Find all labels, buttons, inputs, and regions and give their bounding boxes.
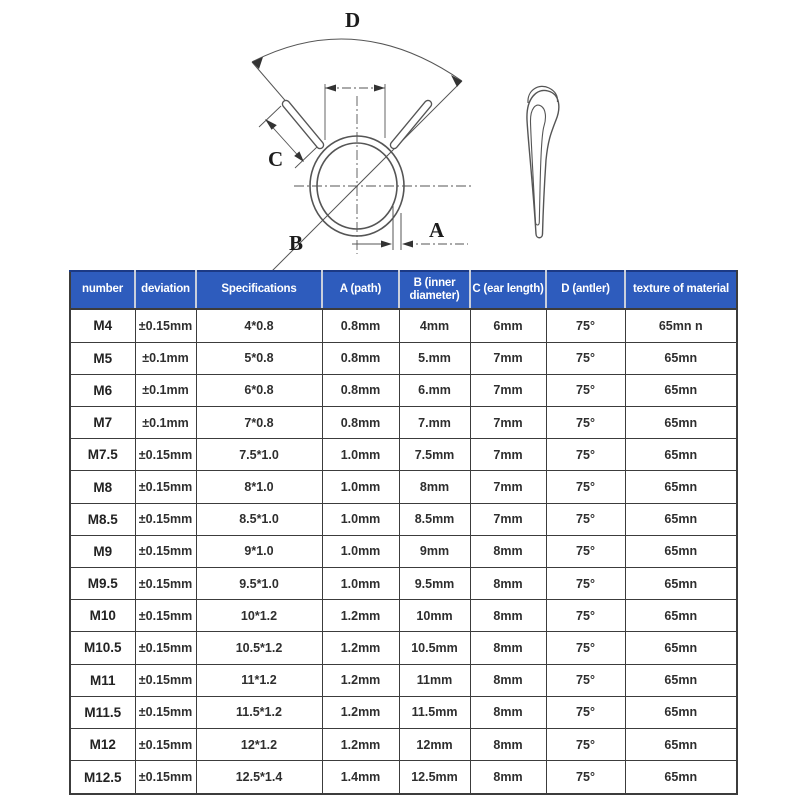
table-cell: 7*0.8 <box>196 407 322 439</box>
label-b: B <box>289 231 304 255</box>
table-cell: 75° <box>546 696 625 728</box>
table-cell: ±0.15mm <box>135 600 196 632</box>
table-cell: 8.5*1.0 <box>196 503 322 535</box>
table-cell: 8mm <box>399 471 470 503</box>
table-row <box>70 439 737 471</box>
table-cell: 7mm <box>470 503 546 535</box>
table-cell: 1.0mm <box>322 568 399 600</box>
table-cell: ±0.15mm <box>135 471 196 503</box>
table-cell: 8mm <box>470 568 546 600</box>
table-cell: 6mm <box>470 309 546 342</box>
table-cell: 1.2mm <box>322 728 399 760</box>
table-cell: 9.5*1.0 <box>196 568 322 600</box>
table-cell: 7mm <box>470 374 546 406</box>
table-cell: 11mm <box>399 664 470 696</box>
table-cell: 75° <box>546 342 625 374</box>
table-row <box>70 632 737 664</box>
table-cell: 75° <box>546 374 625 406</box>
table-cell: 7.5*1.0 <box>196 439 322 471</box>
table-cell: 0.8mm <box>322 374 399 406</box>
table-cell: 11.5mm <box>399 696 470 728</box>
table-cell: 65mn <box>625 600 737 632</box>
table-cell: 65mn n <box>625 309 737 342</box>
table-cell: M4 <box>70 309 135 342</box>
specifications-table <box>69 270 738 795</box>
table-cell: 75° <box>546 664 625 696</box>
table-row <box>70 761 737 794</box>
table-cell: 4mm <box>399 309 470 342</box>
table-row <box>70 471 737 503</box>
table-cell: 75° <box>546 761 625 794</box>
table-cell: M8 <box>70 471 135 503</box>
c-arrow-top <box>265 119 277 130</box>
table-cell: 75° <box>546 568 625 600</box>
right-ear-fill <box>394 104 428 145</box>
table-cell: M6 <box>70 374 135 406</box>
table-cell: 75° <box>546 728 625 760</box>
table-cell: 1.0mm <box>322 471 399 503</box>
table-cell: 7mm <box>470 407 546 439</box>
clip-side-view <box>527 86 559 237</box>
table-cell: 75° <box>546 407 625 439</box>
clamp-technical-drawing <box>0 0 800 272</box>
table-cell: ±0.15mm <box>135 503 196 535</box>
a-arrow-right <box>402 241 413 248</box>
table-row <box>70 535 737 567</box>
table-cell: M12.5 <box>70 761 135 794</box>
table-cell: M8.5 <box>70 503 135 535</box>
table-cell: ±0.15mm <box>135 568 196 600</box>
table-cell: 10.5mm <box>399 632 470 664</box>
table-cell: M10.5 <box>70 632 135 664</box>
table-cell: 7mm <box>470 439 546 471</box>
table-cell: 8mm <box>470 664 546 696</box>
table-cell: 8*1.0 <box>196 471 322 503</box>
table-cell: 0.8mm <box>322 342 399 374</box>
table-cell: 65mn <box>625 728 737 760</box>
diameter-b-line <box>253 81 462 272</box>
table-cell: 65mn <box>625 503 737 535</box>
table-cell: 7.mm <box>399 407 470 439</box>
table-cell: M5 <box>70 342 135 374</box>
table-cell: 75° <box>546 600 625 632</box>
table-cell: 6*0.8 <box>196 374 322 406</box>
table-cell: 11.5*1.2 <box>196 696 322 728</box>
a-arrow-left <box>381 241 392 248</box>
column-header-2: Specifications <box>196 271 322 309</box>
column-header-7: texture of material <box>625 271 737 309</box>
table-cell: 6.mm <box>399 374 470 406</box>
table-cell: 75° <box>546 471 625 503</box>
table-cell: M12 <box>70 728 135 760</box>
table-cell: 75° <box>546 535 625 567</box>
table-cell: M10 <box>70 600 135 632</box>
table-cell: 8.5mm <box>399 503 470 535</box>
column-header-3: A (path) <box>322 271 399 309</box>
table-cell: 65mn <box>625 407 737 439</box>
table-cell: M9 <box>70 535 135 567</box>
table-cell: 1.2mm <box>322 632 399 664</box>
table-cell: M7 <box>70 407 135 439</box>
table-cell: M9.5 <box>70 568 135 600</box>
table-cell: 9mm <box>399 535 470 567</box>
table-cell: 8mm <box>470 535 546 567</box>
table-cell: 75° <box>546 503 625 535</box>
table-cell: 65mn <box>625 568 737 600</box>
table-cell: 10mm <box>399 600 470 632</box>
table-cell: ±0.15mm <box>135 761 196 794</box>
table-cell: 65mn <box>625 374 737 406</box>
table-row <box>70 407 737 439</box>
table-cell: ±0.15mm <box>135 632 196 664</box>
table-cell: M7.5 <box>70 439 135 471</box>
table-cell: 65mn <box>625 535 737 567</box>
table-cell: 0.8mm <box>322 309 399 342</box>
table-row <box>70 664 737 696</box>
table-cell: 7mm <box>470 342 546 374</box>
label-c: C <box>268 147 284 171</box>
table-cell: 4*0.8 <box>196 309 322 342</box>
column-header-4: B (inner diameter) <box>399 271 470 309</box>
column-header-5: C (ear length) <box>470 271 546 309</box>
table-cell: 5.mm <box>399 342 470 374</box>
table-cell: M11 <box>70 664 135 696</box>
table-row <box>70 342 737 374</box>
table-cell: ±0.1mm <box>135 374 196 406</box>
table-cell: 12.5*1.4 <box>196 761 322 794</box>
table-cell: 8mm <box>470 728 546 760</box>
table-cell: 8mm <box>470 632 546 664</box>
table-cell: ±0.1mm <box>135 342 196 374</box>
table-cell: 10*1.2 <box>196 600 322 632</box>
table-cell: ±0.15mm <box>135 696 196 728</box>
clamp-diagram-svg <box>0 0 800 272</box>
table-cell: 65mn <box>625 342 737 374</box>
table-cell: 65mn <box>625 632 737 664</box>
table-cell: 9*1.0 <box>196 535 322 567</box>
table-cell: ±0.15mm <box>135 439 196 471</box>
table-cell: 10.5*1.2 <box>196 632 322 664</box>
angle-d-arc <box>252 39 462 81</box>
table-row <box>70 696 737 728</box>
table-row <box>70 374 737 406</box>
table-cell: 65mn <box>625 664 737 696</box>
table-cell: ±0.15mm <box>135 728 196 760</box>
column-header-0: number <box>70 271 135 309</box>
table-cell: 1.0mm <box>322 535 399 567</box>
table-header-row <box>70 271 737 309</box>
left-ear-fill <box>286 104 320 145</box>
table-cell: 1.0mm <box>322 503 399 535</box>
table-cell: 12mm <box>399 728 470 760</box>
table-cell: ±0.1mm <box>135 407 196 439</box>
table-cell: 75° <box>546 309 625 342</box>
table-cell: 65mn <box>625 471 737 503</box>
column-header-1: deviation <box>135 271 196 309</box>
table-cell: 65mn <box>625 696 737 728</box>
table-cell: 12*1.2 <box>196 728 322 760</box>
table-cell: 9.5mm <box>399 568 470 600</box>
label-a: A <box>429 218 445 242</box>
table-cell: 1.0mm <box>322 439 399 471</box>
table-cell: 1.4mm <box>322 761 399 794</box>
table-cell: 1.2mm <box>322 696 399 728</box>
table-cell: 8mm <box>470 696 546 728</box>
table-cell: 75° <box>546 632 625 664</box>
gap-arrow-left <box>325 85 336 92</box>
table-cell: 1.2mm <box>322 664 399 696</box>
column-header-6: D (antler) <box>546 271 625 309</box>
table-cell: 5*0.8 <box>196 342 322 374</box>
table-cell: 65mn <box>625 761 737 794</box>
gap-arrow-right <box>374 85 385 92</box>
table-cell: ±0.15mm <box>135 664 196 696</box>
table-cell: 7.5mm <box>399 439 470 471</box>
table-cell: 11*1.2 <box>196 664 322 696</box>
table-cell: 8mm <box>470 761 546 794</box>
table-row <box>70 600 737 632</box>
table-cell: 65mn <box>625 439 737 471</box>
table-cell: 1.2mm <box>322 600 399 632</box>
table-row <box>70 728 737 760</box>
table-cell: 8mm <box>470 600 546 632</box>
label-d: D <box>345 8 361 32</box>
table-cell: M11.5 <box>70 696 135 728</box>
table-cell: ±0.15mm <box>135 309 196 342</box>
table-cell: 7mm <box>470 471 546 503</box>
table-row <box>70 568 737 600</box>
table-cell: 75° <box>546 439 625 471</box>
table-row <box>70 503 737 535</box>
table-cell: 0.8mm <box>322 407 399 439</box>
table-cell: 12.5mm <box>399 761 470 794</box>
table-cell: ±0.15mm <box>135 535 196 567</box>
table-row <box>70 309 737 342</box>
